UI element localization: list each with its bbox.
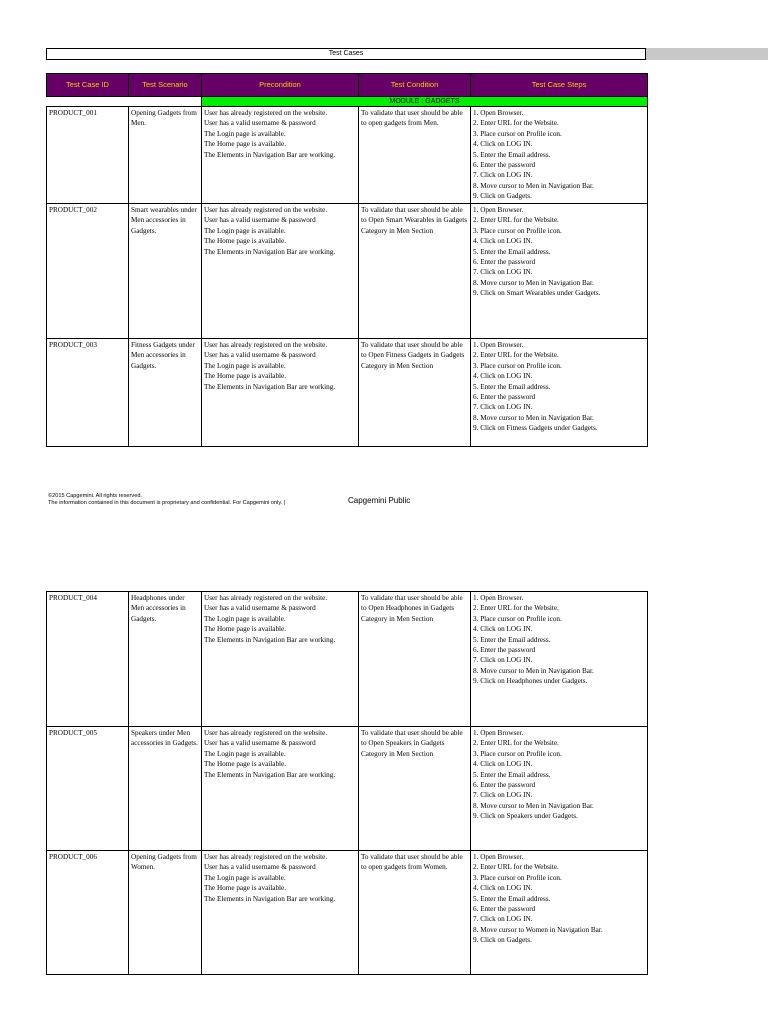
table-row (47, 339, 648, 447)
test-case-table-2 (46, 591, 648, 975)
step-line: 6. Enter the password (473, 258, 536, 267)
step-line: 1. Open Browser. (473, 594, 524, 602)
footer-copyright: ©2015 Capgemini. All rights reserved. (48, 493, 142, 499)
precondition-line: The Elements in Navigation Bar are working. (204, 382, 336, 391)
step-line: 9. Click on Speakers under Gadgets. (473, 812, 578, 821)
test-case-steps (471, 204, 648, 339)
precondition-line: User has a valid username & password (204, 351, 316, 360)
test-condition: To validate that user should be able to Open Smart Wearables in Gadgets Category in Men Section (359, 204, 471, 339)
precondition (202, 592, 359, 727)
precondition (202, 851, 359, 975)
precondition-line: The Login page is available. (204, 749, 286, 758)
step-line: 8. Move cursor to Men in Navigation Bar. (473, 666, 594, 675)
table-row (47, 851, 648, 975)
step-line: 4. Click on LOG IN. (473, 237, 533, 246)
step-line: 6. Enter the password (473, 161, 536, 170)
precondition-line: The Login page is available. (204, 226, 286, 235)
step-line: 2. Enter URL for the Website. (473, 216, 559, 225)
precondition-line: The Home page is available. (204, 760, 287, 769)
step-line: 7. Click on LOG IN. (473, 656, 533, 665)
step-line: 1. Open Browser. (473, 853, 524, 861)
step-line: 4. Click on LOG IN. (473, 140, 533, 149)
test-case-id: PRODUCT_002 (47, 204, 129, 339)
step-line: 4. Click on LOG IN. (473, 372, 533, 381)
step-line: 5. Enter the Email address. (473, 770, 551, 779)
step-line: 5. Enter the Email address. (473, 247, 551, 256)
table-row (47, 204, 648, 339)
test-condition: To validate that user should be able to open gadgets from Women. (359, 851, 471, 975)
step-line: 8. Move cursor to Men in Navigation Bar. (473, 801, 594, 810)
precondition-line: The Login page is available. (204, 129, 286, 138)
step-line: 3. Place cursor on Profile icon. (473, 873, 562, 882)
header-test-case-steps: Test Case Steps (471, 74, 648, 97)
test-case-id: PRODUCT_004 (47, 592, 129, 727)
test-case-steps (471, 727, 648, 851)
step-line: 5. Enter the Email address. (473, 635, 551, 644)
header-test-case-id: Test Case ID (47, 74, 129, 97)
step-line: 3. Place cursor on Profile icon. (473, 361, 562, 370)
precondition-line: The Elements in Navigation Bar are working. (204, 150, 336, 159)
test-scenario: Fitness Gadgets under Men accessories in Gadgets. (129, 339, 202, 447)
step-line: 7. Click on LOG IN. (473, 403, 533, 412)
page-title: Test Cases (46, 48, 646, 60)
step-line: 8. Move cursor to Men in Navigation Bar. (473, 278, 594, 287)
step-line: 4. Click on LOG IN. (473, 884, 533, 893)
table-row (47, 727, 648, 851)
footer-confidential: The information contained in this document is proprietary and confidential. For Capgemini only. | (48, 500, 286, 506)
step-line: 7. Click on LOG IN. (473, 171, 533, 180)
table-row (47, 107, 648, 204)
step-line: 5. Enter the Email address. (473, 894, 551, 903)
test-scenario: Opening Gadgets from Women. (129, 851, 202, 975)
precondition (202, 107, 359, 204)
step-line: 9. Click on Gadgets. (473, 936, 532, 945)
test-scenario: Speakers under Men accessories in Gadgets. (129, 727, 202, 851)
step-line: 7. Click on LOG IN. (473, 268, 533, 277)
precondition-line: The Login page is available. (204, 614, 286, 623)
step-line: 7. Click on LOG IN. (473, 791, 533, 800)
test-condition: To validate that user should be able to Open Speakers in Gadgets Category in Men Section (359, 727, 471, 851)
test-condition: To validate that user should be able to Open Headphones in Gadgets Category in Men Section (359, 592, 471, 727)
step-line: 6. Enter the password (473, 393, 536, 402)
step-line: 1. Open Browser. (473, 729, 524, 737)
gray-band (646, 48, 768, 60)
step-line: 3. Place cursor on Profile icon. (473, 614, 562, 623)
precondition-line: User has already registered on the website. (204, 853, 328, 861)
header-test-condition: Test Condition (359, 74, 471, 97)
step-line: 2. Enter URL for the Website. (473, 119, 559, 128)
step-line: 2. Enter URL for the Website. (473, 863, 559, 872)
step-line: 8. Move cursor to Men in Navigation Bar. (473, 181, 594, 190)
precondition-line: The Elements in Navigation Bar are working. (204, 894, 336, 903)
precondition-line: The Home page is available. (204, 140, 287, 149)
step-line: 9. Click on Headphones under Gadgets. (473, 677, 588, 686)
step-line: 3. Place cursor on Profile icon. (473, 749, 562, 758)
footer-notice (48, 493, 285, 507)
precondition-line: User has a valid username & password (204, 739, 316, 748)
test-case-steps (471, 851, 648, 975)
step-line: 6. Enter the password (473, 646, 536, 655)
precondition-line: The Elements in Navigation Bar are working. (204, 770, 336, 779)
precondition (202, 204, 359, 339)
header-precondition: Precondition (202, 74, 359, 97)
step-line: 3. Place cursor on Profile icon. (473, 129, 562, 138)
test-condition: To validate that user should be able to Open Fitness Gadgets in Gadgets Category in Men Section (359, 339, 471, 447)
module-label: MODULE : GADGETS (202, 97, 648, 107)
test-case-id: PRODUCT_006 (47, 851, 129, 975)
precondition-line: The Home page is available. (204, 372, 287, 381)
precondition-line: The Elements in Navigation Bar are working. (204, 247, 336, 256)
precondition-line: User has a valid username & password (204, 216, 316, 225)
step-line: 1. Open Browser. (473, 109, 524, 117)
precondition-line: User has already registered on the website. (204, 594, 328, 602)
step-line: 9. Click on Smart Wearables under Gadgets. (473, 289, 601, 298)
precondition-line: The Home page is available. (204, 884, 287, 893)
step-line: 4. Click on LOG IN. (473, 625, 533, 634)
precondition (202, 727, 359, 851)
step-line: 8. Move cursor to Women in Navigation Bar. (473, 925, 603, 934)
test-case-steps (471, 339, 648, 447)
step-line: 6. Enter the password (473, 905, 536, 914)
test-condition: To validate that user should be able to open gadgets from Men. (359, 107, 471, 204)
table-header-row (47, 74, 648, 97)
footer-classification: Capgemini Public (348, 496, 411, 505)
test-case-id: PRODUCT_005 (47, 727, 129, 851)
test-case-id: PRODUCT_001 (47, 107, 129, 204)
module-row (47, 97, 648, 107)
test-case-steps (471, 107, 648, 204)
test-scenario: Opening Gadgets from Men. (129, 107, 202, 204)
step-line: 3. Place cursor on Profile icon. (473, 226, 562, 235)
test-scenario: Smart wearables under Men accessories in Gadgets. (129, 204, 202, 339)
test-case-id: PRODUCT_003 (47, 339, 129, 447)
header-test-scenario: Test Scenario (129, 74, 202, 97)
step-line: 4. Click on LOG IN. (473, 760, 533, 769)
table-row (47, 592, 648, 727)
step-line: 6. Enter the password (473, 781, 536, 790)
step-line: 1. Open Browser. (473, 206, 524, 214)
precondition-line: The Login page is available. (204, 361, 286, 370)
precondition-line: User has already registered on the website. (204, 341, 328, 349)
precondition-line: The Home page is available. (204, 237, 287, 246)
step-line: 2. Enter URL for the Website. (473, 604, 559, 613)
precondition-line: User has already registered on the website. (204, 206, 328, 214)
step-line: 8. Move cursor to Men in Navigation Bar. (473, 413, 594, 422)
step-line: 2. Enter URL for the Website. (473, 351, 559, 360)
precondition-line: The Login page is available. (204, 873, 286, 882)
test-scenario: Headphones under Men accessories in Gadgets. (129, 592, 202, 727)
step-line: 7. Click on LOG IN. (473, 915, 533, 924)
step-line: 2. Enter URL for the Website. (473, 739, 559, 748)
precondition-line: User has already registered on the website. (204, 729, 328, 737)
step-line: 5. Enter the Email address. (473, 150, 551, 159)
precondition-line: User has a valid username & password (204, 604, 316, 613)
step-line: 9. Click on Gadgets. (473, 192, 532, 201)
step-line: 1. Open Browser. (473, 341, 524, 349)
step-line: 5. Enter the Email address. (473, 382, 551, 391)
precondition-line: The Elements in Navigation Bar are working. (204, 635, 336, 644)
test-case-steps (471, 592, 648, 727)
precondition-line: User has a valid username & password (204, 119, 316, 128)
precondition-line: The Home page is available. (204, 625, 287, 634)
precondition-line: User has already registered on the website. (204, 109, 328, 117)
step-line: 9. Click on Fitness Gadgets under Gadgets. (473, 424, 598, 433)
test-case-table-1 (46, 73, 648, 447)
precondition (202, 339, 359, 447)
precondition-line: User has a valid username & password (204, 863, 316, 872)
